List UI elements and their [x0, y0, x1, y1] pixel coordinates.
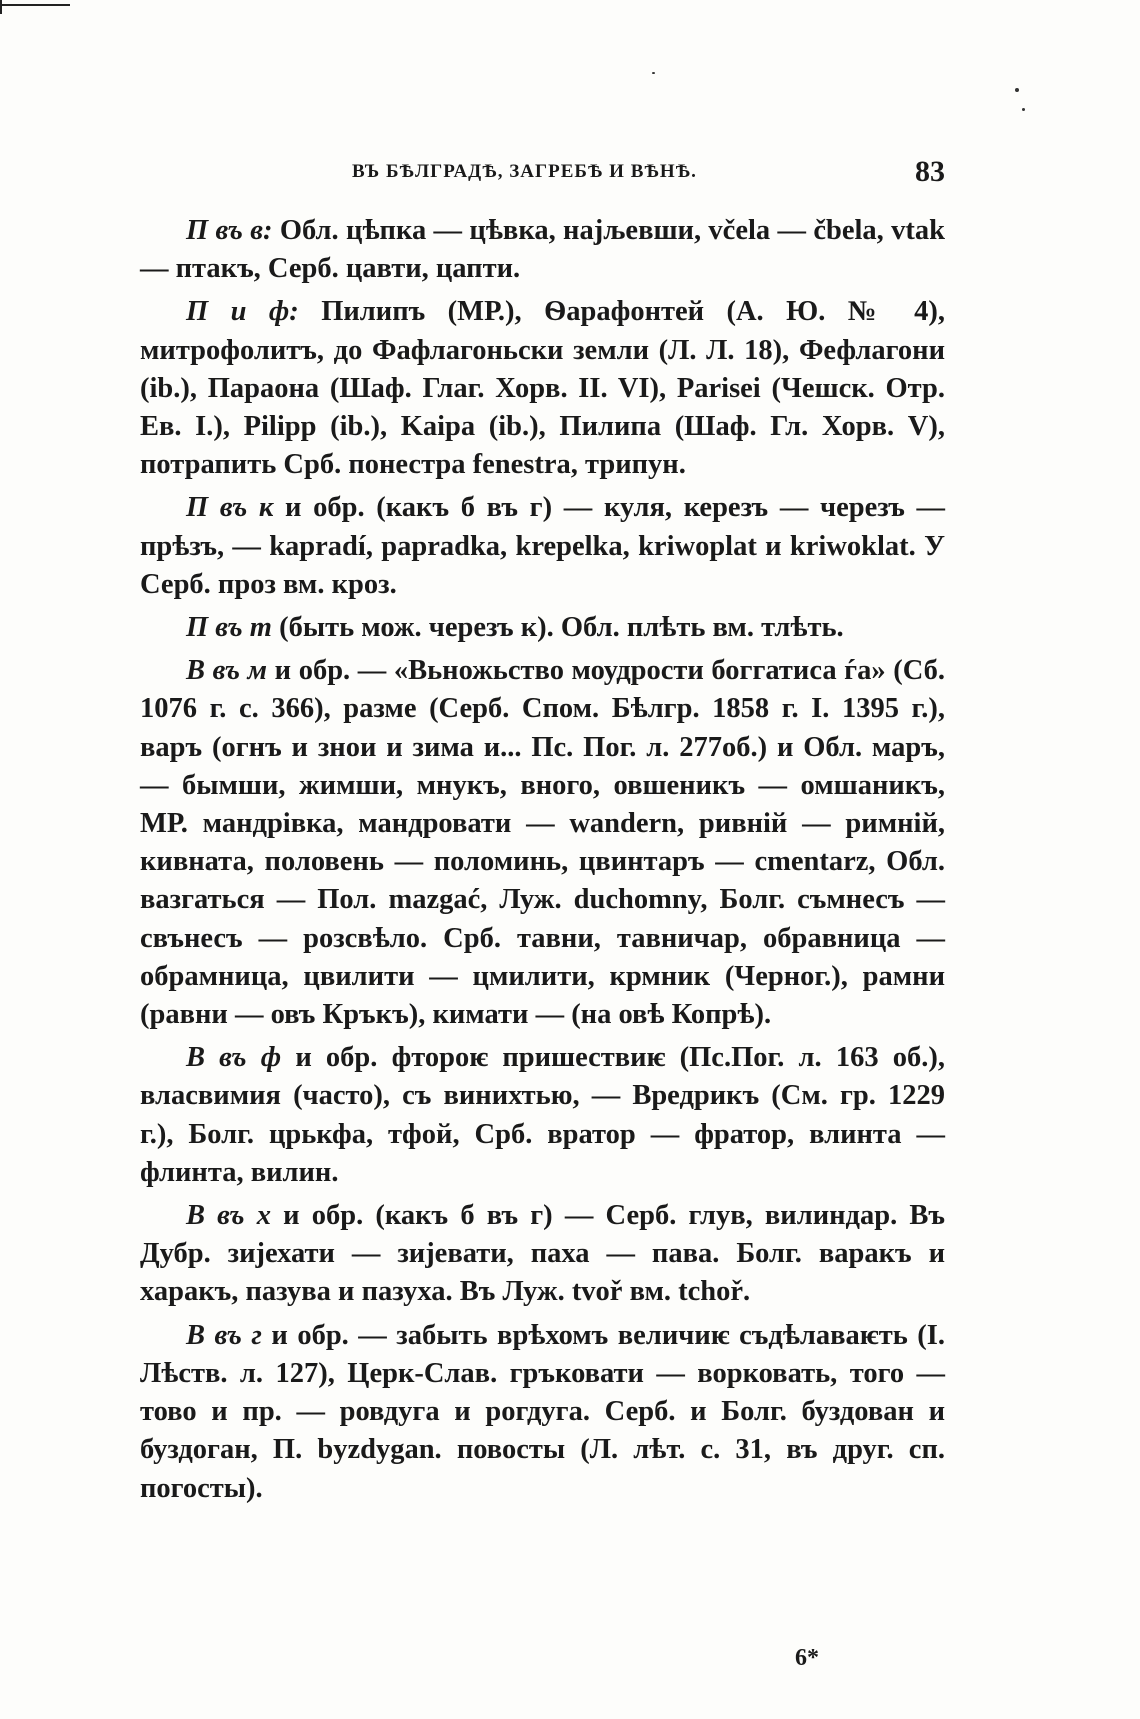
ink-speck — [652, 72, 655, 74]
paragraph — [140, 652, 945, 1034]
paragraph-text: и обр. — забыть врѣхомъ величиѥ съдѣлаваѥть (I. Лѣств. л. 127), Церк-Слав. гръковати — ворковать, того — тово и пр. — ровдуга и рогдуга. Серб. и Болг. буздован и буздоган, П. byzdygan. повосты (Л. лѣт. с. 31, въ друг. сп. погосты). — [140, 1319, 945, 1504]
paragraph-text: и обр. фтороѥ пришествиѥ (Пс.Пог. л. 163 об.), власвимия (часто), съ винихтью, — Вредрикъ (См. гр. 1229 г.), Болг. црькфа, тфой, Срб. вратор — фратор, влинта — флинта, вилин. — [140, 1042, 945, 1188]
paragraph-lead: П въ в: — [186, 215, 273, 246]
paragraph — [140, 1197, 945, 1312]
paragraph-text: (быть мож. черезъ к). Обл. плѣть вм. тлѣть. — [271, 612, 844, 644]
paragraph-lead: П въ к — [186, 492, 274, 524]
paragraph-lead: В въ ф — [186, 1042, 282, 1074]
paragraph — [140, 609, 945, 647]
page-header — [140, 155, 945, 195]
paragraph-text: и обр. (какъ б въ г) — Серб. глув, вилиндар. Въ Дубр. зијехати — зијевати, паха — пава. Болг. варакъ и харакъ, пазува и пазуха. Въ Луж. tvoř вм. tchoř. — [140, 1200, 945, 1308]
ink-speck — [1022, 108, 1025, 111]
corner-tick — [0, 0, 2, 14]
paragraph — [140, 489, 945, 604]
paragraph — [140, 212, 945, 288]
paragraph-text: и обр. (какъ б въ г) — куля, керезъ — черезъ — прѣзъ, — kapradí, papradka, krepelka, kriwoplat и kriwoklat. У Серб. проз вм. кроз. — [140, 492, 945, 600]
paragraph — [140, 1039, 945, 1192]
running-head: ВЪ БѢЛГРАДѢ, ЗАГРЕБѢ И ВѢНѢ. — [352, 161, 697, 182]
paragraph-lead: В въ м — [186, 655, 268, 687]
paragraph-lead: В въ г — [186, 1319, 262, 1351]
paragraph-text: Пилипъ (МР.), Ѳарафонтей (А. Ю. № 4), митрофолитъ, до Фафлагоньски земли (Л. Л. 18), Фефлагони (ib.), Параона (Шаф. Глаг. Хорв. II. VI), Parisei (Чешск. Отр. Ев. I.), Pilipp (ib.), Kaipa (ib.), Пилипа (Шаф. Гл. Хорв. V), потрапить Срб. понестра fenestra, трипун. — [140, 296, 945, 481]
ink-speck — [1015, 88, 1019, 92]
page-number: 83 — [915, 155, 945, 188]
paragraph-lead: П и ф: — [186, 296, 299, 328]
paragraph — [140, 1317, 945, 1508]
paragraph-text: Обл. цѣпка — цѣвка, најљевши, včela — čbela, vtak — птакъ, Серб. цавти, цапти. — [140, 215, 946, 285]
body-text — [140, 212, 945, 1513]
corner-rule — [0, 4, 70, 6]
paragraph-text: и обр. — «Вьножьство моудрости боггатиса ѓа» (Сб. 1076 г. с. 366), разме (Серб. Спом. Бѣлгр. 1858 г. I. 1395 г.), варъ (огнъ и знои и зима и... Пс. Пог. л. 277об.) и Обл. маръ, — бымши, жимши, мнукъ, вного, овшеникъ — омшаникъ, МР. мандрівка, мандровати — wandern, ривній — римній, кивната, половень — поломинь, цвинтаръ — cmentarz, Обл. вазгаться — Пол. mazgać, Луж. duchomny, Болг. съмнесъ — свънесъ — розсвѣло. Срб. тавни, тавничар, обравница — обрамница, цвилити — цмилити, крмник (Черног.), рамни (равни — овъ Кръкъ), кимати — (на овѣ Копрѣ). — [140, 655, 945, 1031]
paragraph-lead: В въ х — [186, 1200, 271, 1232]
paragraph-lead: П въ т — [186, 612, 272, 644]
signature-mark: 6* — [795, 1645, 819, 1671]
paragraph — [140, 293, 945, 484]
